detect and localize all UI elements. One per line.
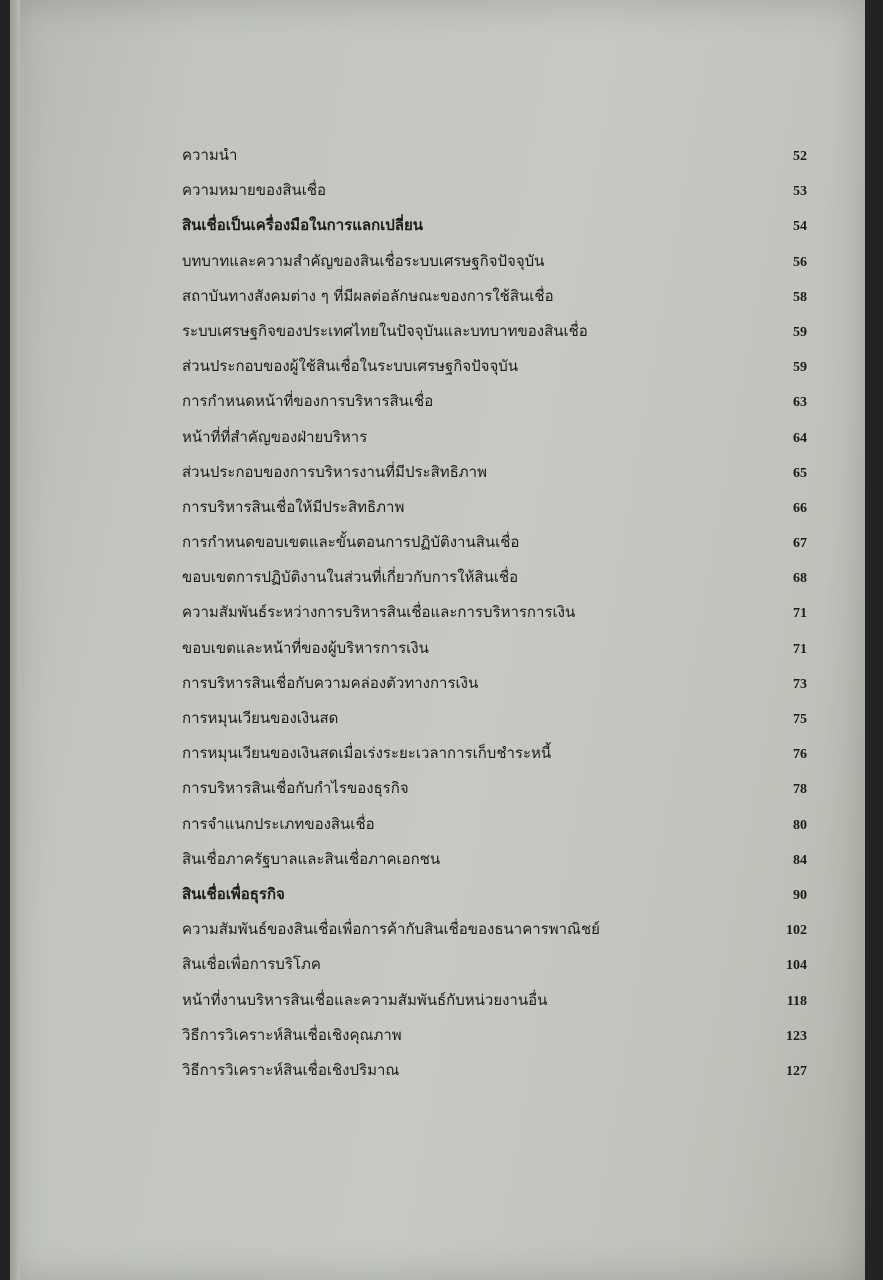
page-edge [10,0,20,1280]
toc-entry [182,736,807,771]
toc-entry-page-number: 78 [793,782,807,798]
toc-entry [182,560,807,595]
toc-entry-page-number: 63 [793,395,807,411]
toc-entry-title: ส่วนประกอบของการบริหารงานที่มีประสิทธิภาพ [182,462,487,481]
toc-entry-page-number: 118 [786,993,807,1009]
toc-entry [182,244,807,279]
toc-entry-title: สินเชื่อภาครัฐบาลและสินเชื่อภาคเอกชน [182,849,441,868]
toc-entry [182,279,807,314]
toc-entry [182,525,807,560]
toc-entry [182,173,807,208]
toc-entry [182,666,807,701]
toc-entry-title: ระบบเศรษฐกิจของประเทศไทยในปัจจุบันและบทบาทของสินเชื่อ [182,321,588,340]
toc-entry-title: การกำหนดขอบเขตและขั้นตอนการปฏิบัติงานสินเชื่อ [182,533,520,552]
toc-entry-page-number: 90 [793,887,807,903]
toc-entry [182,877,807,912]
table-of-contents [182,138,807,1088]
toc-entry [182,701,807,736]
toc-entry-page-number: 65 [793,465,807,481]
toc-entry-title: ขอบเขตและหน้าที่ของผู้บริหารการเงิน [182,638,429,657]
toc-entry-page-number: 80 [793,817,807,833]
toc-entry-title: วิธีการวิเคราะห์สินเชื่อเชิงปริมาณ [182,1060,400,1079]
toc-entry-page-number: 102 [786,923,807,939]
toc-entry-page-number: 64 [793,430,807,446]
toc-entry-title: ความสัมพันธ์ของสินเชื่อเพื่อการค้ากับสินเชื่อของธนาคารพาณิชย์ [182,920,600,939]
toc-entry-page-number: 73 [793,676,807,692]
toc-entry-page-number: 76 [793,747,807,763]
toc-entry [182,771,807,806]
toc-entry-title: หน้าที่ที่สำคัญของฝ่ายบริหาร [182,427,368,446]
toc-entry [182,947,807,982]
toc-entry-page-number: 53 [793,184,807,200]
toc-entry-title: การกำหนดหน้าที่ของการบริหารสินเชื่อ [182,392,434,411]
toc-entry [182,595,807,630]
toc-entry-title: การบริหารสินเชื่อให้มีประสิทธิภาพ [182,497,405,516]
toc-entry [182,208,807,243]
toc-entry [182,384,807,419]
toc-entry-title: การบริหารสินเชื่อกับความคล่องตัวทางการเงิน [182,673,479,692]
toc-entry-page-number: 123 [786,1028,807,1044]
toc-entry [182,314,807,349]
toc-entry [182,631,807,666]
toc-entry-page-number: 84 [793,852,807,868]
toc-entry [182,138,807,173]
toc-entry-title: สินเชื่อเพื่อการบริโภค [182,955,321,974]
toc-entry [182,842,807,877]
toc-entry-page-number: 67 [793,536,807,552]
toc-entry-page-number: 54 [793,219,807,235]
toc-entry-title: สินเชื่อเป็นเครื่องมือในการแลกเปลี่ยน [182,216,424,235]
toc-entry [182,1018,807,1053]
toc-entry-title: ความหมายของสินเชื่อ [182,181,327,200]
toc-entry [182,455,807,490]
toc-entry [182,1053,807,1088]
toc-entry-title: หน้าที่งานบริหารสินเชื่อและความสัมพันธ์กับหน่วยงานอื่น [182,990,548,1009]
toc-entry [182,490,807,525]
toc-entry-title: สินเชื่อเพื่อธุรกิจ [182,884,285,903]
toc-entry-page-number: 75 [793,712,807,727]
toc-entry-title: ความนำ [182,146,238,164]
toc-entry-page-number: 71 [793,641,807,657]
toc-entry-page-number: 127 [786,1063,807,1079]
toc-entry-title: ความสัมพันธ์ระหว่างการบริหารสินเชื่อและการบริหารการเงิน [182,603,576,622]
toc-entry-title: วิธีการวิเคราะห์สินเชื่อเชิงคุณภาพ [182,1025,402,1044]
toc-entry-page-number: 66 [793,500,807,516]
toc-entry-page-number: 104 [786,958,807,974]
toc-entry-page-number: 68 [793,571,807,587]
toc-entry-page-number: 56 [793,254,807,270]
toc-entry-page-number: 71 [793,606,807,622]
toc-entry [182,349,807,384]
toc-entry-title: การบริหารสินเชื่อกับกำไรของธุรกิจ [182,779,409,798]
toc-entry-title: ส่วนประกอบของผู้ใช้สินเชื่อในระบบเศรษฐกิจปัจจุบัน [182,357,519,376]
toc-entry [182,912,807,947]
book-page [10,0,865,1280]
toc-entry [182,807,807,842]
toc-entry-title: ขอบเขตการปฏิบัติงานในส่วนที่เกี่ยวกับการให้สินเชื่อ [182,568,519,587]
toc-entry-title: การหมุนเวียนของเงินสดเมื่อเร่งระยะเวลาการเก็บชำระหนี้ [182,744,552,763]
toc-entry-title: บทบาทและความสำคัญของสินเชื่อระบบเศรษฐกิจปัจจุบัน [182,251,545,270]
toc-entry [182,420,807,455]
toc-entry-title: การหมุนเวียนของเงินสด [182,709,339,727]
toc-entry [182,983,807,1018]
toc-entry-page-number: 58 [793,289,807,305]
toc-entry-page-number: 59 [793,360,807,376]
toc-entry-page-number: 59 [793,324,807,340]
toc-entry-title: สถาบันทางสังคมต่าง ๆ ที่มีผลต่อลักษณะของการใช้สินเชื่อ [182,286,554,305]
toc-entry-page-number: 52 [793,149,807,164]
toc-entry-title: การจำแนกประเภทของสินเชื่อ [182,814,375,833]
